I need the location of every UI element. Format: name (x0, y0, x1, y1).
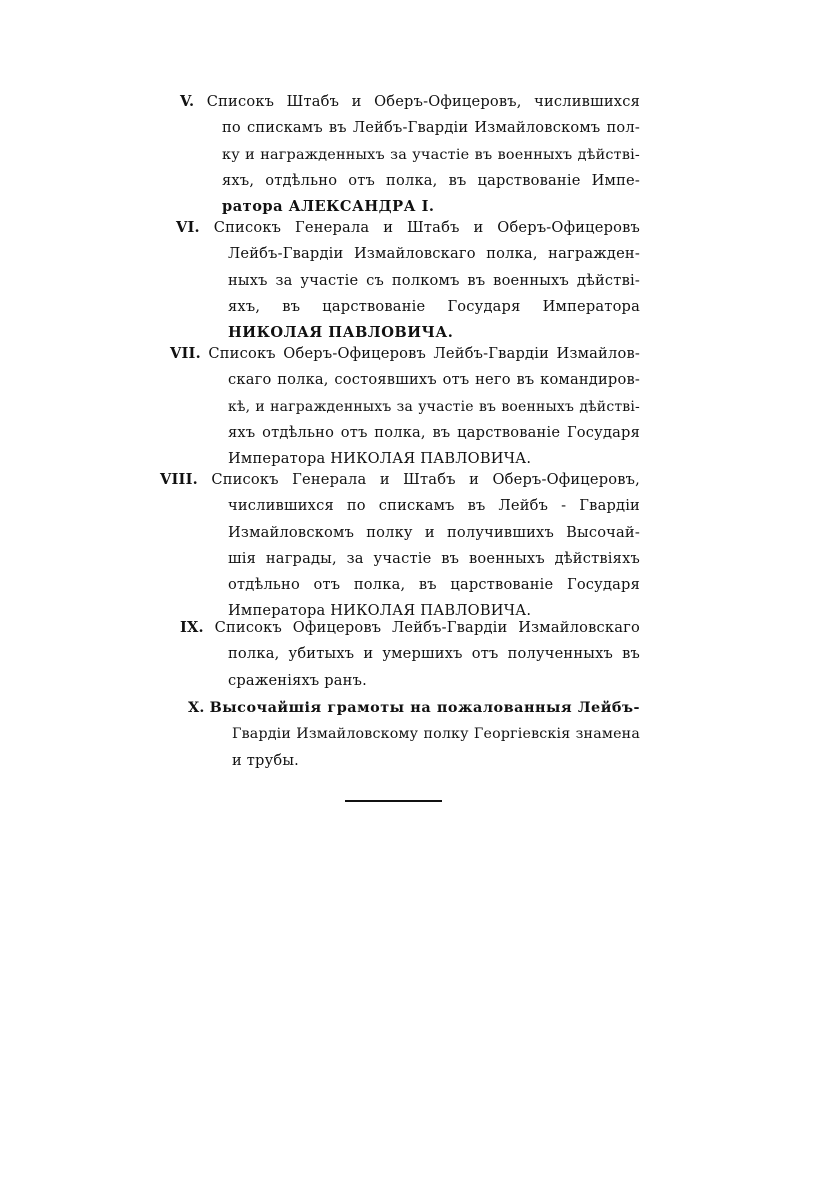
entry-line (170, 341, 640, 367)
entry-line-text: Списокъ Генерала и Штабъ и Оберъ-Офицеровъ, (211, 471, 641, 488)
entry-line: Измайловскомъ полку и получившихъ Высочай- (228, 523, 640, 541)
entry-line-text: Списокъ Оберъ-Офицеровъ Лейбъ-Гвардіи Измайлов- (208, 345, 640, 362)
entry-line-text: Списокъ Штабъ и Оберъ-Офицеровъ, числившихся (206, 93, 640, 110)
entry-line: Гвардіи Измайловскому полку Георгіевскія знамена (232, 726, 640, 743)
entry-line: ныхъ за участіе съ полкомъ въ военныхъ дѣйствi- (228, 271, 640, 289)
toc-entry-vi (176, 215, 640, 346)
entry-line-text: Высочайшія грамоты на пожалованныя Лейбъ- (209, 699, 640, 716)
entry-line: и трубы. (232, 751, 300, 769)
entry-numeral: X. (188, 699, 205, 716)
entry-line (160, 467, 640, 493)
entry-line (180, 89, 640, 115)
entry-line: числившихся по спискамъ въ Лейбъ - Гвардіи (228, 497, 640, 515)
entry-numeral: IX. (180, 619, 204, 636)
entry-line: яхъ, отдѣльно отъ полка, въ царствованіе Импе- (222, 171, 640, 189)
entry-line: полка, убитыхъ и умершихъ отъ полученныхъ въ (228, 645, 640, 663)
entry-line-text: Списокъ Генерала и Штабъ и Оберъ-Офицеровъ (213, 219, 640, 236)
entry-line: яхъ, въ царствованіе Государя Императора (228, 297, 640, 315)
entry-line (176, 215, 640, 241)
entry-line: сраженiяхъ ранъ. (228, 671, 367, 689)
entry-line: отдѣльно отъ полка, въ царствованіе Государя (228, 576, 640, 594)
entry-line (180, 615, 640, 641)
entry-line-text: Списокъ Офицеровъ Лейбъ-Гвардіи Измайловскаго (214, 619, 640, 636)
entry-line: ку и награжденныхъ за участіе въ военныхъ дѣйствi- (222, 146, 640, 163)
entry-line: НИКОЛАЯ ПАВЛОВИЧА. (228, 324, 454, 342)
entry-line: Лейбъ-Гвардіи Измайловскаго полка, награжден- (228, 245, 640, 263)
entry-line: шія награды, за участіе въ военныхъ дѣйствiяхъ (228, 549, 640, 567)
entry-line: скаго полка, состоявшихъ отъ него въ командиров- (228, 371, 640, 389)
entry-line (188, 695, 640, 721)
entry-numeral: VI. (176, 219, 200, 236)
end-rule (345, 800, 442, 802)
toc-entry-x (188, 695, 640, 774)
toc-entry-v (180, 89, 640, 220)
entry-line: кѣ, и награжденныхъ за участіе въ военныхъ дѣйствi- (228, 398, 640, 415)
entry-numeral: V. (180, 93, 195, 110)
entry-line: яхъ отдѣльно отъ полка, въ царствованіе Государя (228, 423, 640, 441)
toc-entry-ix (180, 615, 640, 694)
toc-entry-viii (160, 467, 640, 625)
entry-numeral: VIII. (160, 471, 198, 488)
entry-line: Императора НИКОЛАЯ ПАВЛОВИЧА. (228, 450, 532, 468)
toc-entry-vii (170, 341, 640, 472)
entry-line: Императора НИКОЛАЯ ПАВЛОВИЧА. (228, 602, 532, 620)
entry-line: по спискамъ въ Лейбъ-Гвардіи Измайловскомъ пол- (222, 119, 640, 137)
entry-numeral: VII. (170, 345, 201, 362)
entry-line: ратора АЛЕКСАНДРА I. (222, 198, 435, 216)
